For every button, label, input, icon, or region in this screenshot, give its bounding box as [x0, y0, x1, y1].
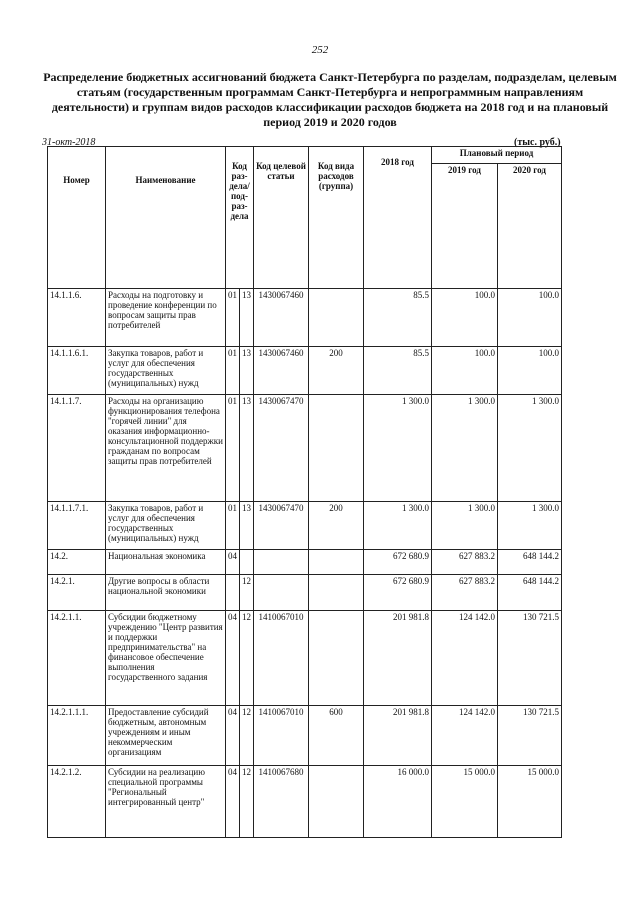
row-kind: 200	[309, 347, 364, 395]
row-name: Расходы на организацию функционирования телефона "горячей линии" для оказания информационно-консультационной поддержки гражданам по вопросам защиты прав потребителей	[106, 395, 226, 502]
row-subsection: 13	[240, 395, 254, 502]
row-name: Субсидии на реализацию специальной программы "Региональный интегрированный центр"	[106, 766, 226, 838]
row-subsection: 13	[240, 502, 254, 550]
row-2019: 100.0	[432, 289, 498, 347]
row-name: Расходы на подготовку и проведение конференции по вопросам защиты прав потребителей	[106, 289, 226, 347]
row-target: 1430067460	[254, 289, 309, 347]
row-subsection: 13	[240, 289, 254, 347]
row-2019: 627 883.2	[432, 550, 498, 575]
row-2019: 124 142.0	[432, 611, 498, 706]
row-number: 14.2.1.1.1.	[48, 706, 106, 766]
page-number: 252	[311, 44, 329, 56]
row-target: 1430067470	[254, 395, 309, 502]
row-2018: 1 300.0	[364, 395, 432, 502]
header-2018: 2018 год	[364, 147, 432, 289]
header-name: Наименование	[106, 147, 226, 289]
table-row	[48, 395, 562, 502]
header-planned-period: Плановый период	[432, 147, 562, 164]
row-2018: 16 000.0	[364, 766, 432, 838]
row-name: Предоставление субсидий бюджетным, автономным учреждениям и иным некоммерческим организациям	[106, 706, 226, 766]
row-name: Закупка товаров, работ и услуг для обеспечения государственных (муниципальных) нужд	[106, 502, 226, 550]
row-section: 04	[226, 550, 240, 575]
row-number: 14.2.1.2.	[48, 766, 106, 838]
header-kind-code: Код вида расходов (группа)	[309, 147, 364, 289]
table-row	[48, 575, 562, 611]
row-2018: 85.5	[364, 289, 432, 347]
row-2020: 100.0	[498, 347, 562, 395]
row-2018: 85.5	[364, 347, 432, 395]
row-section: 04	[226, 706, 240, 766]
header-section-code: Код раз-дела/ под-раз-дела	[226, 147, 254, 289]
table-row	[48, 766, 562, 838]
row-number: 14.1.1.7.1.	[48, 502, 106, 550]
row-subsection: 13	[240, 347, 254, 395]
row-2020: 130 721.5	[498, 611, 562, 706]
header-2019: 2019 год	[432, 164, 498, 289]
row-number: 14.1.1.6.	[48, 289, 106, 347]
row-target: 1410067010	[254, 611, 309, 706]
row-section: 04	[226, 766, 240, 838]
table-row	[48, 289, 562, 347]
table-row	[48, 347, 562, 395]
row-2018: 201 981.8	[364, 611, 432, 706]
row-2019: 124 142.0	[432, 706, 498, 766]
row-target: 1410067680	[254, 766, 309, 838]
row-2018: 672 680.9	[364, 550, 432, 575]
row-kind: 200	[309, 502, 364, 550]
row-number: 14.1.1.7.	[48, 395, 106, 502]
table-row	[48, 502, 562, 550]
row-number: 14.2.	[48, 550, 106, 575]
row-subsection: 12	[240, 706, 254, 766]
row-kind	[309, 550, 364, 575]
table-row	[48, 706, 562, 766]
row-name: Субсидии бюджетному учреждению "Центр развития и поддержки предпринимательства" на финансовое обеспечение выполнения государственного задания	[106, 611, 226, 706]
row-section: 01	[226, 395, 240, 502]
row-section: 04	[226, 611, 240, 706]
row-subsection: 12	[240, 766, 254, 838]
row-2020: 15 000.0	[498, 766, 562, 838]
budget-table	[47, 146, 562, 838]
units-label: (тыс. руб.)	[514, 137, 561, 148]
row-name: Национальная экономика	[106, 550, 226, 575]
row-2019: 15 000.0	[432, 766, 498, 838]
header-2020: 2020 год	[498, 164, 562, 289]
row-2019: 627 883.2	[432, 575, 498, 611]
row-2020: 1 300.0	[498, 502, 562, 550]
row-2020: 648 144.2	[498, 550, 562, 575]
row-2020: 648 144.2	[498, 575, 562, 611]
row-target	[254, 550, 309, 575]
row-section: 01	[226, 289, 240, 347]
header-number: Номер	[48, 147, 106, 289]
row-2019: 1 300.0	[432, 395, 498, 502]
row-2019: 1 300.0	[432, 502, 498, 550]
row-2018: 1 300.0	[364, 502, 432, 550]
table-row	[48, 550, 562, 575]
row-target: 1410067010	[254, 706, 309, 766]
row-name: Закупка товаров, работ и услуг для обеспечения государственных (муниципальных) нужд	[106, 347, 226, 395]
row-2020: 100.0	[498, 289, 562, 347]
row-subsection: 12	[240, 575, 254, 611]
row-target	[254, 575, 309, 611]
row-2019: 100.0	[432, 347, 498, 395]
row-number: 14.2.1.1.	[48, 611, 106, 706]
header-target-code: Код целевой статьи	[254, 147, 309, 289]
row-subsection	[240, 550, 254, 575]
row-target: 1430067470	[254, 502, 309, 550]
row-number: 14.1.1.6.1.	[48, 347, 106, 395]
row-kind	[309, 289, 364, 347]
row-2018: 672 680.9	[364, 575, 432, 611]
row-target: 1430067460	[254, 347, 309, 395]
row-kind	[309, 575, 364, 611]
row-kind: 600	[309, 706, 364, 766]
row-number: 14.2.1.	[48, 575, 106, 611]
row-kind	[309, 766, 364, 838]
row-2020: 1 300.0	[498, 395, 562, 502]
row-section: 01	[226, 502, 240, 550]
row-section: 01	[226, 347, 240, 395]
row-name: Другие вопросы в области национальной экономики	[106, 575, 226, 611]
row-section	[226, 575, 240, 611]
row-kind	[309, 611, 364, 706]
row-2020: 130 721.5	[498, 706, 562, 766]
row-2018: 201 981.8	[364, 706, 432, 766]
row-kind	[309, 395, 364, 502]
row-subsection: 12	[240, 611, 254, 706]
document-date: 31-окт-2018	[42, 137, 96, 148]
document-title: Распределение бюджетных ассигнований бюджета Санкт-Петербурга по разделам, подразделам, целевым статьям (государственным программам Санкт-Петербурга и непрограммным направлениям деятельности) и группам видов расходов классификации расходов бюджета на 2018 год и на плановый период 2019 и 2020 годов	[43, 70, 617, 129]
table-row	[48, 611, 562, 706]
